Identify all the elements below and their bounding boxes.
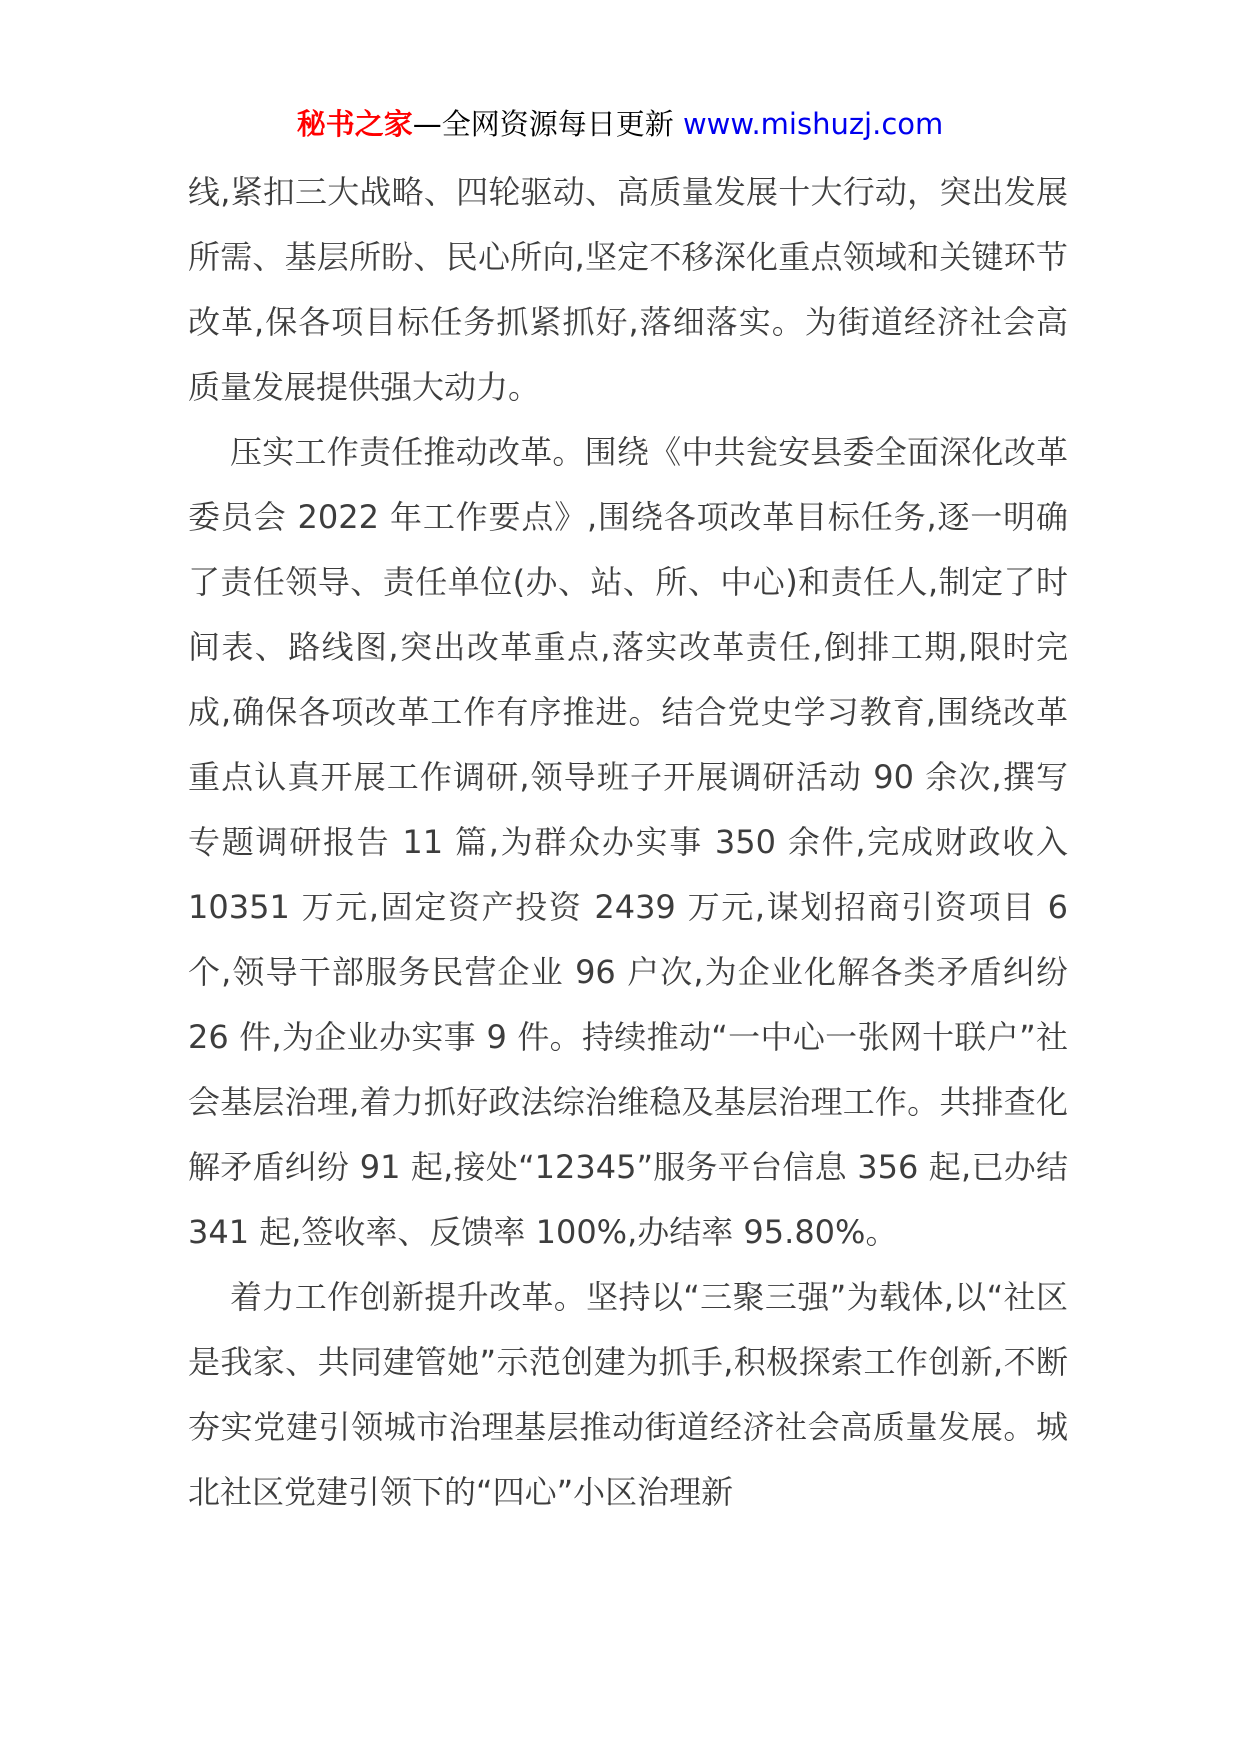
brand-name: 秘书之家 <box>296 107 413 141</box>
paragraph-2: 压实工作责任推动改革。围绕《中共瓮安县委全面深化改革委员会 2022 年工作要点》,围绕各项改革目标任务,逐一明确了责任领导、责任单位(办、站、所、中心)和责任人,制定了时间表、路线图,突出改革重点,落实改革责任,倒排工期,限时完成,确保各项改革工作有序推进。结合党史学习教育,围绕改革重点认真开展工作调研,领导班子开展调研活动 90 余次,撰写专题调研报告 11 篇,为群众办实事 350 余件,完成财政收入 10351 万元,固定资产投资 2439 万元,谋划招商引资项目 6 个,领导干部服务民营企业 96 户次,为企业化解各类矛盾纠纷 26 件,为企业办实事 9 件。持续推动“一中心一张网十联户”社会基层治理,着力抓好政法综治维稳及基层治理工作。共排查化解矛盾纠纷 91 起,接处“12345”服务平台信息 356 起,已办结 341 起,签收率、反馈率 100%,办结率 95.80%。 <box>188 433 1068 1251</box>
paragraph-3: 着力工作创新提升改革。坚持以“三聚三强”为载体,以“社区是我家、共同建管她”示范创建为抓手,积极探索工作创新,不断夯实党建引领城市治理基层推动街道经济社会高质量发展。城北社区党建引领下的“四心”小区治理新 <box>188 1278 1068 1511</box>
paragraph-1: 线,紧扣三大战略、四轮驱动、高质量发展十大行动，突出发展所需、基层所盼、民心所向,坚定不移深化重点领域和关键环节改革,保各项目标任务抓紧抓好,落细落实。为街道经济社会高质量发展提供强大动力。 <box>188 173 1068 406</box>
document-body <box>188 160 1068 1525</box>
page-header <box>0 102 1240 146</box>
website-link[interactable]: www.mishuzj.com <box>682 107 944 141</box>
header-tagline: —全网资源每日更新 <box>412 107 674 141</box>
